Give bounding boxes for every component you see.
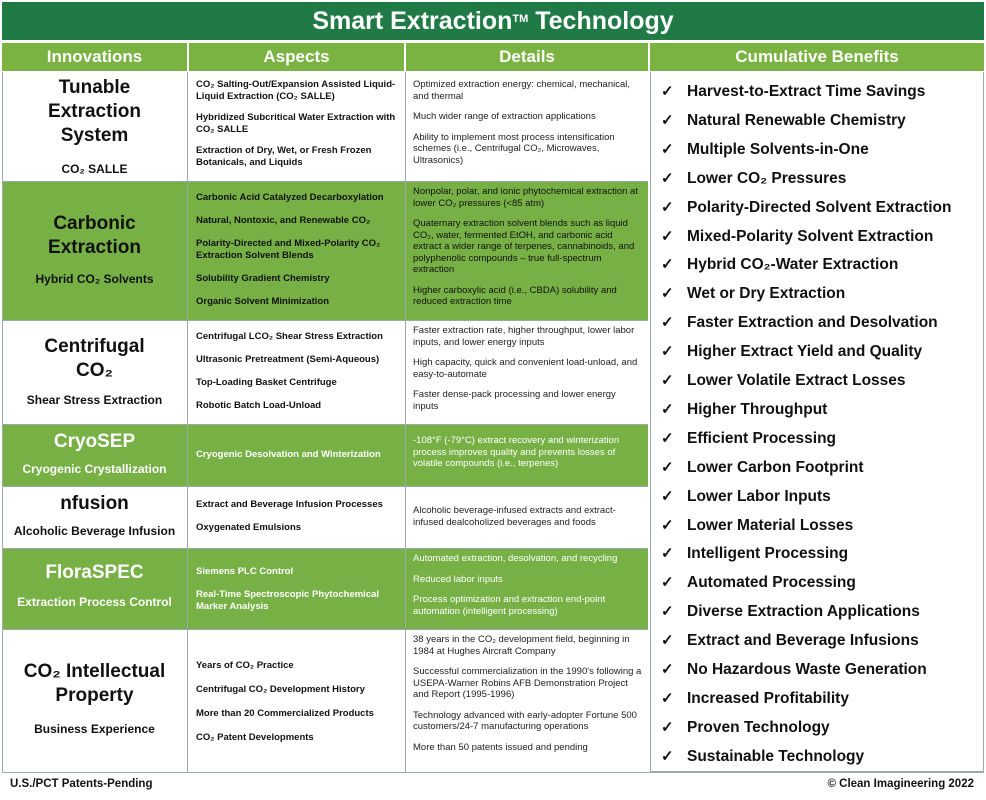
check-icon: ✓ (661, 198, 674, 216)
benefit-item (661, 227, 933, 246)
innovation-cell (2, 321, 188, 424)
details-cell (406, 549, 648, 629)
innovation-name: Carbonic Extraction (48, 213, 141, 258)
benefit-item (661, 660, 927, 679)
benefit-item (661, 747, 864, 766)
aspects-cell (188, 487, 406, 548)
details-cell (406, 72, 648, 181)
detail-item: Optimized extraction energy: chemical, mechanical, and thermal (413, 79, 631, 102)
benefit-item (661, 631, 919, 650)
benefit-item (661, 169, 846, 188)
benefit-label: Natural Renewable Chemistry (687, 111, 906, 129)
aspect-item: CO₂ Patent Developments (196, 732, 314, 743)
footer-patents: U.S./PCT Patents-Pending (10, 778, 153, 790)
detail-item: Automated extraction, desolvation, and recycling (413, 553, 618, 564)
benefit-item (661, 429, 836, 448)
check-icon: ✓ (661, 718, 674, 736)
row-nfusion (2, 487, 648, 549)
benefit-item (661, 544, 848, 563)
row-floraspec (2, 549, 648, 630)
page-title: Smart Extraction™ Technology (2, 2, 984, 40)
detail-item: 38 years in the CO₂ development field, beginning in 1984 at Hughes Aircraft Company (413, 634, 630, 657)
check-icon: ✓ (661, 603, 674, 621)
innovation-subtitle: CO₂ SALLE (61, 162, 128, 176)
aspect-item: Solubility Gradient Chemistry (196, 273, 330, 284)
benefit-item (661, 313, 938, 332)
check-icon: ✓ (661, 487, 674, 505)
detail-item: Faster extraction rate, higher throughput, lower labor inputs, and lower energy inputs (413, 325, 635, 348)
benefit-item (661, 400, 827, 419)
detail-item: Technology advanced with early-adopter Fortune 500 customers/24-7 manufacturing operations (413, 709, 637, 732)
innovation-subtitle: Cryogenic Crystallization (22, 462, 167, 476)
check-icon: ✓ (661, 111, 674, 129)
benefit-label: No Hazardous Waste Generation (687, 661, 927, 678)
innovation-subtitle: Alcoholic Beverage Infusion (13, 524, 176, 538)
check-icon: ✓ (661, 458, 674, 476)
benefit-label: Lower Carbon Footprint (687, 458, 864, 476)
check-icon: ✓ (661, 314, 674, 332)
benefit-label: Lower Labor Inputs (687, 487, 831, 505)
row-carbonic-extraction (2, 182, 648, 321)
check-icon: ✓ (661, 661, 674, 678)
aspect-item: Cryogenic Desolvation and Winterization (196, 449, 381, 460)
check-icon: ✓ (661, 285, 674, 303)
benefit-item (661, 198, 951, 217)
benefit-label: Efficient Processing (687, 429, 837, 447)
details-cell (406, 182, 648, 320)
detail-item: Reduced labor inputs (413, 573, 503, 585)
innovation-name: FloraSPEC (45, 562, 144, 583)
benefit-item (661, 342, 922, 361)
benefit-label: Mixed-Polarity Solvent Extraction (687, 227, 934, 245)
aspect-item: Oxygenated Emulsions (196, 522, 302, 533)
innovation-cell (2, 72, 188, 181)
benefit-item (661, 111, 906, 130)
aspect-item: Centrifugal CO₂ Development History (196, 684, 365, 695)
check-icon: ✓ (661, 545, 674, 563)
aspect-item: Organic Solvent Minimization (196, 296, 330, 307)
header-aspects: Aspects (189, 43, 404, 71)
check-icon: ✓ (661, 429, 674, 447)
benefit-label: Lower Volatile Extract Losses (687, 372, 906, 389)
aspect-item: Natural, Nontoxic, and Renewable CO₂ (196, 215, 371, 226)
detail-item: -108°F (-79°C) extract recovery and winterization process improves quality and prevents losses of volatile compounds (i.e., terpenes) (413, 435, 620, 469)
check-icon: ✓ (661, 169, 674, 187)
check-icon: ✓ (661, 83, 674, 100)
check-icon: ✓ (661, 747, 674, 765)
benefit-label: Faster Extraction and Desolvation (687, 314, 938, 332)
row-tunable-extraction (2, 72, 648, 182)
aspect-item: CO₂ Salting-Out/Expansion Assisted Liquid-Liquid Extraction (CO₂ SALLE) (196, 79, 396, 102)
benefit-item (661, 371, 906, 390)
row-intellectual-property (2, 630, 648, 772)
aspect-item: Centrifugal LCO₂ Shear Stress Extraction (196, 331, 383, 342)
details-cell (406, 630, 648, 772)
innovation-cell (2, 487, 188, 548)
aspect-item: More than 20 Commercialized Products (196, 708, 374, 719)
benefit-label: Hybrid CO₂-Water Extraction (687, 256, 899, 274)
aspects-cell (188, 425, 406, 486)
aspect-item: Robotic Batch Load-Unload (196, 400, 322, 411)
check-icon: ✓ (661, 256, 674, 274)
benefit-label: Higher Throughput (687, 400, 828, 418)
benefit-label: Lower Material Losses (687, 516, 854, 534)
header-innovations: Innovations (2, 43, 187, 71)
row-cryosep (2, 425, 648, 487)
aspect-item: Carbonic Acid Catalyzed Decarboxylation (196, 192, 384, 203)
check-icon: ✓ (661, 574, 674, 592)
benefit-label: Increased Profitability (687, 689, 849, 707)
benefit-label: Extract and Beverage Infusions (687, 632, 919, 650)
aspect-item: Years of CO₂ Practice (196, 660, 294, 671)
details-cell (406, 321, 648, 424)
aspect-item: Real-Time Spectroscopic Phytochemical Marker Analysis (196, 589, 380, 612)
benefit-item (661, 487, 831, 506)
aspect-item: Ultrasonic Pretreatment (Semi-Aqueous) (196, 354, 380, 365)
aspects-cell (188, 321, 406, 424)
benefit-item (661, 140, 869, 159)
innovation-name: Tunable Extraction System (48, 77, 141, 146)
aspect-item: Extraction of Dry, Wet, or Fresh Frozen Botanicals, and Liquids (196, 145, 372, 168)
benefit-item (661, 573, 856, 592)
benefit-item (661, 689, 849, 708)
detail-item: Process optimization and extraction end-point automation (intelligent processing) (413, 594, 606, 617)
footer-copyright: © Clean Imagineering 2022 (827, 778, 974, 790)
aspects-cell (188, 72, 406, 181)
innovation-name: CryoSEP (53, 431, 136, 452)
benefit-label: Intelligent Processing (687, 545, 849, 563)
innovation-name: nfusion (60, 493, 129, 514)
check-icon: ✓ (661, 516, 674, 534)
details-cell (406, 487, 648, 548)
check-icon: ✓ (661, 227, 674, 245)
aspect-item: Top-Loading Basket Centrifuge (196, 377, 337, 388)
benefit-label: Diverse Extraction Applications (687, 603, 920, 621)
detail-item: Alcoholic beverage-infused extracts and extract-infused dealcoholized beverages and foods (413, 505, 616, 528)
benefit-item (661, 458, 864, 477)
aspects-cell (188, 182, 406, 320)
innovation-cell (2, 630, 188, 772)
detail-item: Ability to implement most process intensification schemes (i.e., Centrifugal CO₂, Microwaves, Ultrasonics) (413, 131, 615, 166)
detail-item: Quaternary extraction solvent blends such as liquid CO₂, water, fermented EtOH, and carbonic acid extract a wider range of terpenes, cannabinoids, and polyphenolic compounds – true full-spectrum extraction (413, 218, 635, 275)
innovation-cell (2, 549, 188, 629)
detail-item: High capacity, quick and convenient load-unload, and easy-to-automate (413, 357, 638, 380)
aspect-item: Polarity-Directed and Mixed-Polarity CO₂ Extraction Solvent Blends (196, 238, 381, 261)
check-icon: ✓ (661, 689, 674, 707)
innovation-cell (2, 182, 188, 320)
benefit-label: Harvest-to-Extract Time Savings (687, 83, 926, 100)
aspect-item: Extract and Beverage Infusion Processes (196, 499, 383, 510)
header-benefits: Cumulative Benefits (650, 43, 984, 71)
benefit-item (661, 602, 920, 621)
benefit-label: Automated Processing (687, 574, 856, 592)
check-icon: ✓ (661, 632, 674, 650)
benefit-label: Lower CO₂ Pressures (687, 169, 847, 187)
detail-item: Much wider range of extraction applications (413, 111, 596, 122)
aspect-item: Siemens PLC Control (196, 566, 294, 577)
benefit-label: Proven Technology (687, 718, 830, 736)
details-cell (406, 425, 648, 486)
check-icon: ✓ (661, 400, 674, 418)
innovation-cell (2, 425, 188, 486)
detail-item: Nonpolar, polar, and ionic phytochemical extraction at lower CO₂ pressures (<85 atm) (413, 186, 638, 209)
innovation-name: CO₂ Intellectual Property (23, 661, 166, 706)
detail-item: Successful commercialization in the 1990's following a USEPA-Warner Robins AFB Demonstration Project and Report (1995-1996) (413, 666, 642, 700)
benefit-label: Polarity-Directed Solvent Extraction (687, 198, 952, 216)
detail-item: Faster dense-pack processing and lower energy inputs (413, 389, 616, 412)
benefit-item (661, 82, 925, 101)
footer-divider (2, 772, 984, 773)
check-icon: ✓ (661, 140, 674, 158)
benefit-label: Wet or Dry Extraction (687, 285, 846, 303)
row-centrifugal-co2 (2, 321, 648, 425)
aspects-cell (188, 630, 406, 772)
benefit-label: Multiple Solvents-in-One (687, 140, 869, 158)
innovation-subtitle: Business Experience (34, 722, 155, 736)
check-icon: ✓ (661, 343, 674, 361)
benefit-label: Sustainable Technology (687, 747, 865, 765)
aspect-item: Hybridized Subcritical Water Extraction with CO₂ SALLE (196, 112, 396, 135)
detail-item: More than 50 patents issued and pending (413, 741, 588, 753)
aspects-cell (188, 549, 406, 629)
benefit-label: Higher Extract Yield and Quality (687, 343, 923, 361)
innovation-name: Centrifugal CO₂ (44, 336, 145, 381)
innovation-subtitle: Hybrid CO₂ Solvents (35, 272, 154, 286)
benefit-item (661, 255, 898, 274)
benefit-item (661, 284, 845, 303)
innovation-subtitle: Shear Stress Extraction (26, 393, 163, 407)
innovation-subtitle: Extraction Process Control (17, 595, 172, 609)
benefits-list (650, 72, 984, 772)
benefit-item (661, 718, 830, 737)
header-details: Details (406, 43, 648, 71)
detail-item: Higher carboxylic acid (i.e., CBDA) solubility and reduced extraction time (413, 284, 617, 307)
check-icon: ✓ (661, 372, 674, 389)
benefit-item (661, 516, 853, 535)
